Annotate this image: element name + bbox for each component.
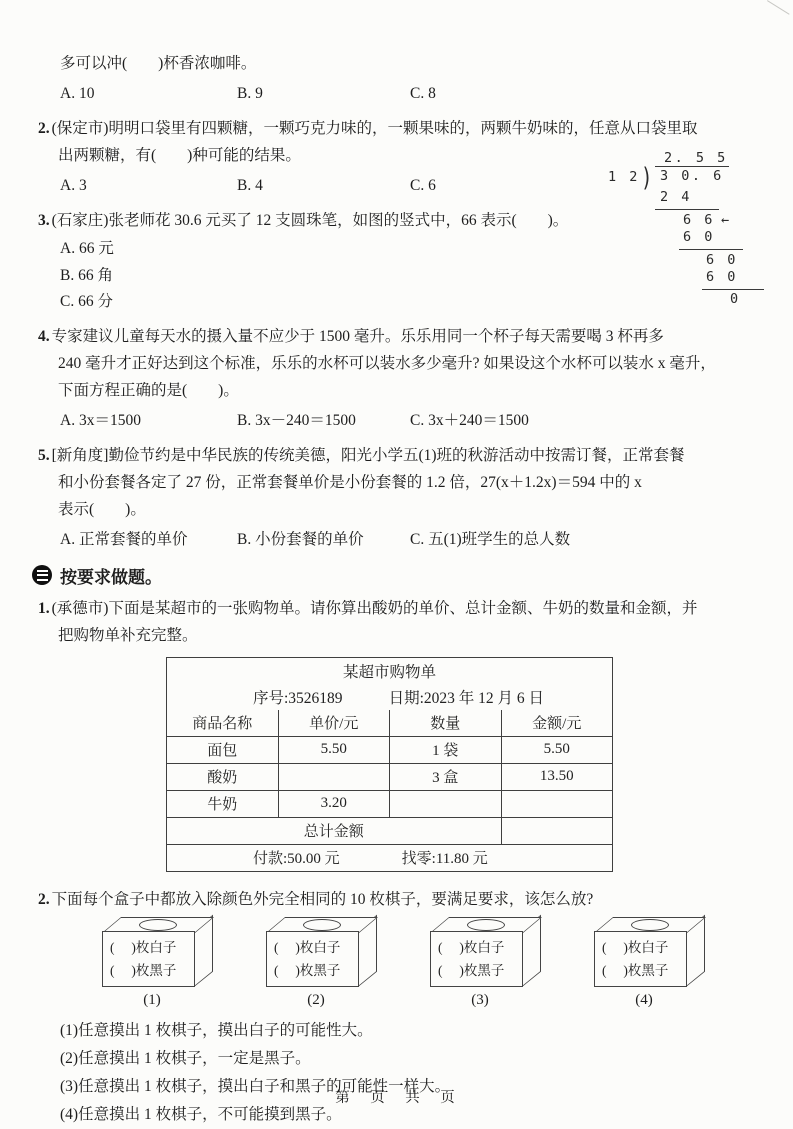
question-5 bbox=[38, 442, 767, 523]
question-1-options bbox=[60, 80, 767, 107]
subitem-4: (4)任意摸出 1 枚棋子，不可能摸到黑子。 bbox=[60, 1105, 342, 1123]
box-hole-ellipse bbox=[467, 919, 505, 931]
question-number: 2. bbox=[38, 120, 50, 137]
question-text-line2: 出两颗糖，有( )种可能的结果。 bbox=[58, 147, 301, 164]
subitem-2: (2)任意摸出 1 枚棋子，一定是黑子。 bbox=[60, 1049, 311, 1067]
box-fill-in-text: ( )枚白子 ( )枚黑子 bbox=[110, 939, 177, 978]
section-three-header bbox=[32, 563, 767, 588]
box-drawing bbox=[266, 917, 386, 987]
table-row-milk bbox=[167, 790, 613, 817]
section-three-icon bbox=[32, 565, 52, 585]
division-rule bbox=[702, 289, 764, 290]
box-label: (3) bbox=[471, 991, 489, 1008]
table-row-yogurt bbox=[167, 763, 613, 790]
box-fill-in-text: ( )枚白子 ( )枚黑子 bbox=[438, 939, 505, 978]
division-step-60: 6 0 bbox=[683, 229, 715, 245]
option-a: A. 66 元 bbox=[60, 240, 114, 257]
cell-unit-price-blank bbox=[278, 763, 390, 790]
question-text-line1: (石家庄)张老师花 30.6 元买了 12 支圆珠笔，如图的竖式中，66 表示( )。 bbox=[51, 212, 569, 229]
cell-name: 牛奶 bbox=[167, 790, 279, 817]
question-number: 1. bbox=[38, 599, 50, 617]
question-text-line1: 下面每个盒子中都放入除颜色外完全相同的 10 枚棋子，要满足要求，该怎么放? bbox=[51, 890, 594, 908]
column-header-quantity: 数量 bbox=[390, 710, 502, 737]
option-a: A. 3x＝1500 bbox=[60, 411, 141, 429]
division-rule bbox=[655, 209, 719, 210]
question-text-line3: 下面方程正确的是( )。 bbox=[58, 381, 239, 399]
box-fill-in-text: ( )枚白子 ( )枚黑子 bbox=[602, 939, 669, 978]
receipt-serial: 序号:3526189 bbox=[253, 689, 343, 707]
question-4 bbox=[38, 323, 767, 404]
option-c: C. 3x＋240＝1500 bbox=[410, 411, 529, 429]
table-row-bread bbox=[167, 736, 613, 763]
receipt-serial-row bbox=[167, 684, 613, 710]
subitem-1: (1)任意摸出 1 枚棋子，摸出白子的可能性大。 bbox=[60, 1021, 373, 1039]
receipt-title-row bbox=[167, 657, 613, 684]
cell-quantity-blank bbox=[390, 790, 502, 817]
division-step-60: 6 0 bbox=[706, 269, 738, 285]
division-step-66: 6 6 bbox=[683, 212, 715, 228]
question-text-line1: 专家建议儿童每天水的摄入量不应少于 1500 毫升。乐乐用同一个杯子每天需要喝 3 杯再多 bbox=[51, 327, 664, 345]
question-4-options bbox=[60, 407, 767, 434]
cell-amount: 5.50 bbox=[501, 736, 613, 763]
question-5-options bbox=[60, 526, 767, 553]
total-label: 总计金额 bbox=[167, 817, 502, 844]
option-c: C. 8 bbox=[410, 85, 436, 102]
option-c: C. 6 bbox=[410, 177, 436, 194]
page-footer: 第 页 共 页 bbox=[335, 1090, 458, 1106]
chess-box-4 bbox=[594, 917, 724, 1009]
box-drawing bbox=[594, 917, 714, 987]
question-text-line3: 表示( )。 bbox=[58, 500, 146, 518]
scan-corner-artifact bbox=[767, 0, 793, 15]
division-divisor: 1 2 bbox=[608, 169, 640, 185]
receipt-date: 日期:2023 年 12 月 6 日 bbox=[388, 689, 544, 707]
receipt-header-row bbox=[167, 710, 613, 737]
cell-amount: 13.50 bbox=[501, 763, 613, 790]
box-label: (2) bbox=[307, 991, 325, 1008]
option-b: B. 3x－240＝1500 bbox=[237, 411, 356, 429]
option-b: B. 66 角 bbox=[60, 266, 113, 284]
box-label: (4) bbox=[635, 991, 653, 1008]
box-hole-ellipse bbox=[303, 919, 341, 931]
cell-unit-price: 3.20 bbox=[278, 790, 390, 817]
cell-amount-blank bbox=[501, 790, 613, 817]
question-text-line1: (保定市)明明口袋里有四颗糖，一颗巧克力味的，一颗果味的，两颗牛奶味的，任意从口袋里取 bbox=[51, 120, 698, 137]
section3-question-1 bbox=[38, 595, 767, 649]
question-text-line2: 240 毫升才正好达到这个标准，乐乐的水杯可以装水多少毫升? 如果设这个水杯可以装水 x 毫升， bbox=[58, 354, 716, 372]
question-number: 3. bbox=[38, 212, 50, 229]
division-bracket: ) bbox=[641, 163, 653, 193]
question-number: 2. bbox=[38, 890, 50, 908]
receipt-total-row bbox=[167, 817, 613, 844]
option-a: A. 3 bbox=[60, 177, 87, 194]
question-text-line1: (承德市)下面是某超市的一张购物单。请你算出酸奶的单价、总计金额、牛奶的数量和金额，并 bbox=[51, 599, 698, 617]
shopping-receipt-table bbox=[166, 657, 613, 872]
change-amount: 找零:11.80 元 bbox=[401, 851, 488, 867]
question-text-line2: 把购物单补充完整。 bbox=[58, 626, 198, 644]
cell-unit-price: 5.50 bbox=[278, 736, 390, 763]
option-b: B. 小份套餐的单价 bbox=[237, 530, 364, 548]
question-text-line2: 和小份套餐各定了 27 份，正常套餐单价是小份套餐的 1.2 倍，27(x＋1.2x)＝594 中的 x bbox=[58, 473, 642, 491]
total-value-blank bbox=[501, 817, 613, 844]
option-c: C. 66 分 bbox=[60, 293, 113, 310]
section3-question-2 bbox=[38, 886, 767, 913]
option-c: C. 五(1)班学生的总人数 bbox=[410, 530, 571, 548]
question-1-continuation: 多可以冲( )杯香浓咖啡。 bbox=[60, 55, 257, 72]
question-number: 4. bbox=[38, 327, 50, 345]
option-b: B. 4 bbox=[237, 177, 263, 194]
long-division-figure bbox=[608, 150, 788, 310]
chess-box-1 bbox=[102, 917, 232, 1009]
chess-box-2 bbox=[266, 917, 396, 1009]
division-dividend: 3 0. 6 bbox=[655, 166, 729, 184]
receipt-title: 某超市购物单 bbox=[167, 657, 613, 684]
question-number: 5. bbox=[38, 446, 50, 464]
box-label: (1) bbox=[143, 991, 161, 1008]
column-header-name: 商品名称 bbox=[167, 710, 279, 737]
chess-box-3 bbox=[430, 917, 560, 1009]
box-fill-in-text: ( )枚白子 ( )枚黑子 bbox=[274, 939, 341, 978]
left-arrow-icon: ← bbox=[721, 212, 732, 228]
cell-quantity: 1 袋 bbox=[390, 736, 502, 763]
column-header-amount: 金额/元 bbox=[501, 710, 613, 737]
cell-name: 酸奶 bbox=[167, 763, 279, 790]
question-text-line1: [新角度]勤俭节约是中华民族的传统美德，阳光小学五(1)班的秋游活动中按需订餐，正常套餐 bbox=[51, 446, 685, 464]
option-b: B. 9 bbox=[237, 85, 263, 102]
subitem-3: (3)任意摸出 1 枚棋子，摸出白子和黑子的可能性一样大。 bbox=[60, 1077, 451, 1095]
division-remainder: 0 bbox=[730, 291, 741, 307]
division-step-24: 2 4 bbox=[660, 189, 692, 205]
division-rule bbox=[679, 249, 743, 250]
division-step-60: 6 0 bbox=[706, 252, 738, 268]
receipt-payment-row bbox=[167, 844, 613, 871]
payment-amount: 付款:50.00 元 bbox=[253, 851, 340, 867]
division-quotient: 2. 5 5 bbox=[664, 150, 728, 166]
section-three-title: 按要求做题。 bbox=[60, 567, 162, 587]
option-a: A. 10 bbox=[60, 85, 95, 102]
cell-name: 面包 bbox=[167, 736, 279, 763]
cell-quantity: 3 盒 bbox=[390, 763, 502, 790]
box-hole-ellipse bbox=[139, 919, 177, 931]
box-drawing bbox=[102, 917, 222, 987]
box-hole-ellipse bbox=[631, 919, 669, 931]
chess-boxes-figure bbox=[38, 917, 767, 1017]
option-a: A. 正常套餐的单价 bbox=[60, 530, 188, 548]
box-drawing bbox=[430, 917, 550, 987]
column-header-unit-price: 单价/元 bbox=[278, 710, 390, 737]
